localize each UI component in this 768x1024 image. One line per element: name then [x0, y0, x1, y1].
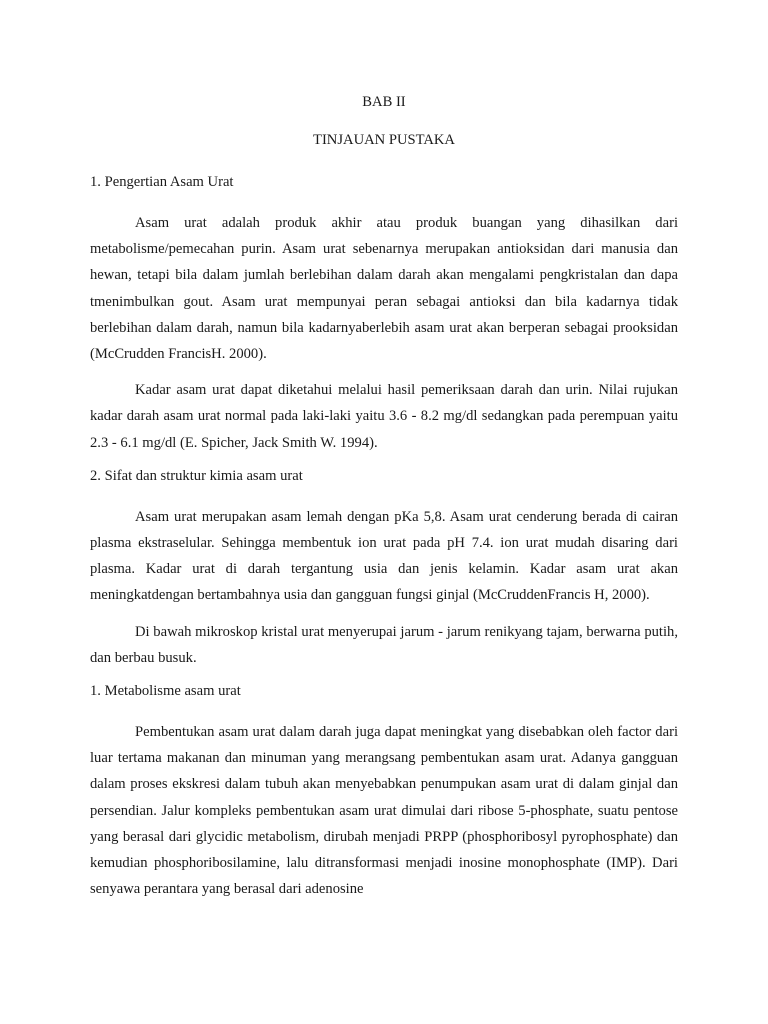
chapter-label: BAB II	[362, 94, 406, 110]
paragraph-microscope: Di bawah mikroskop kristal urat menyerupai jarum - jarum renikyang tajam, berwarna putih, dan berbau busuk.	[90, 623, 678, 666]
page-title: TINJAUAN PUSTAKA	[313, 132, 455, 148]
paragraph-properties: Asam urat merupakan asam lemah dengan pKa 5,8. Asam urat cenderung berada di cairan plasma ekstraselular. Sehingga membentuk ion urat pada pH 7.4. ion urat mudah disaring dari plasma. Kadar urat di darah tergantung usia dan jenis kelamin. Kadar asam urat akan meningkatdengan bertambahnya usia dan gangguan fungsi ginjal (McCruddenFrancis H, 2000).	[90, 508, 678, 604]
paragraph-reference-values: Kadar asam urat dapat diketahui melalui hasil pemeriksaan darah dan urin. Nilai rujukan kadar darah asam urat normal pada laki-laki yaitu 3.6 - 8.2 mg/dl sedangkan pada perempuan yaitu 2.3 - 6.1 mg/dl (E. Spicher, Jack Smith W. 1994).	[90, 382, 678, 451]
section-heading-definition: 1. Pengertian Asam Urat	[90, 174, 234, 190]
paragraph-metabolism: Pembentukan asam urat dalam darah juga dapat meningkat yang disebabkan oleh factor dari luar tertama makanan dan minuman yang merangsang pembentukan asam urat. Adanya gangguan dalam proses ekskresi dalam tubuh akan menyebabkan penumpukan asam urat di dalam ginjal dan persendian. Jalur kompleks pembentukan asam urat dimulai dari ribose 5-phosphate, suatu pentose yang berasal dari glycidic metabolism, dirubah menjadi PRPP (phosphoribosyl pyrophosphate) dan kemudian phosphoribosilamine, lalu ditransformasi menjadi inosine monophosphate (IMP). Dari senyawa perantara yang berasal dari adenosine	[90, 724, 678, 898]
section-heading-properties: 2. Sifat dan struktur kimia asam urat	[90, 467, 303, 484]
document-page	[90, 92, 678, 910]
section-heading-metabolism: 1. Metabolisme asam urat	[90, 683, 241, 700]
paragraph-definition: Asam urat adalah produk akhir atau produk buangan yang dihasilkan dari metabolisme/pemecahan purin. Asam urat sebenarnya merupakan antioksidan dari manusia dan hewan, tetapi bila dalam jumlah berlebihan dalam darah akan mengalami pengkristalan dan dapa tmenimbulkan gout. Asam urat mempunyai peran sebagai antioksi dan bila kadarnya tidak berlebihan dalam darah, namun bila kadarnyaberlebih asam urat akan berperan sebagai prooksidan (McCrudden FrancisH. 2000).	[90, 215, 678, 363]
